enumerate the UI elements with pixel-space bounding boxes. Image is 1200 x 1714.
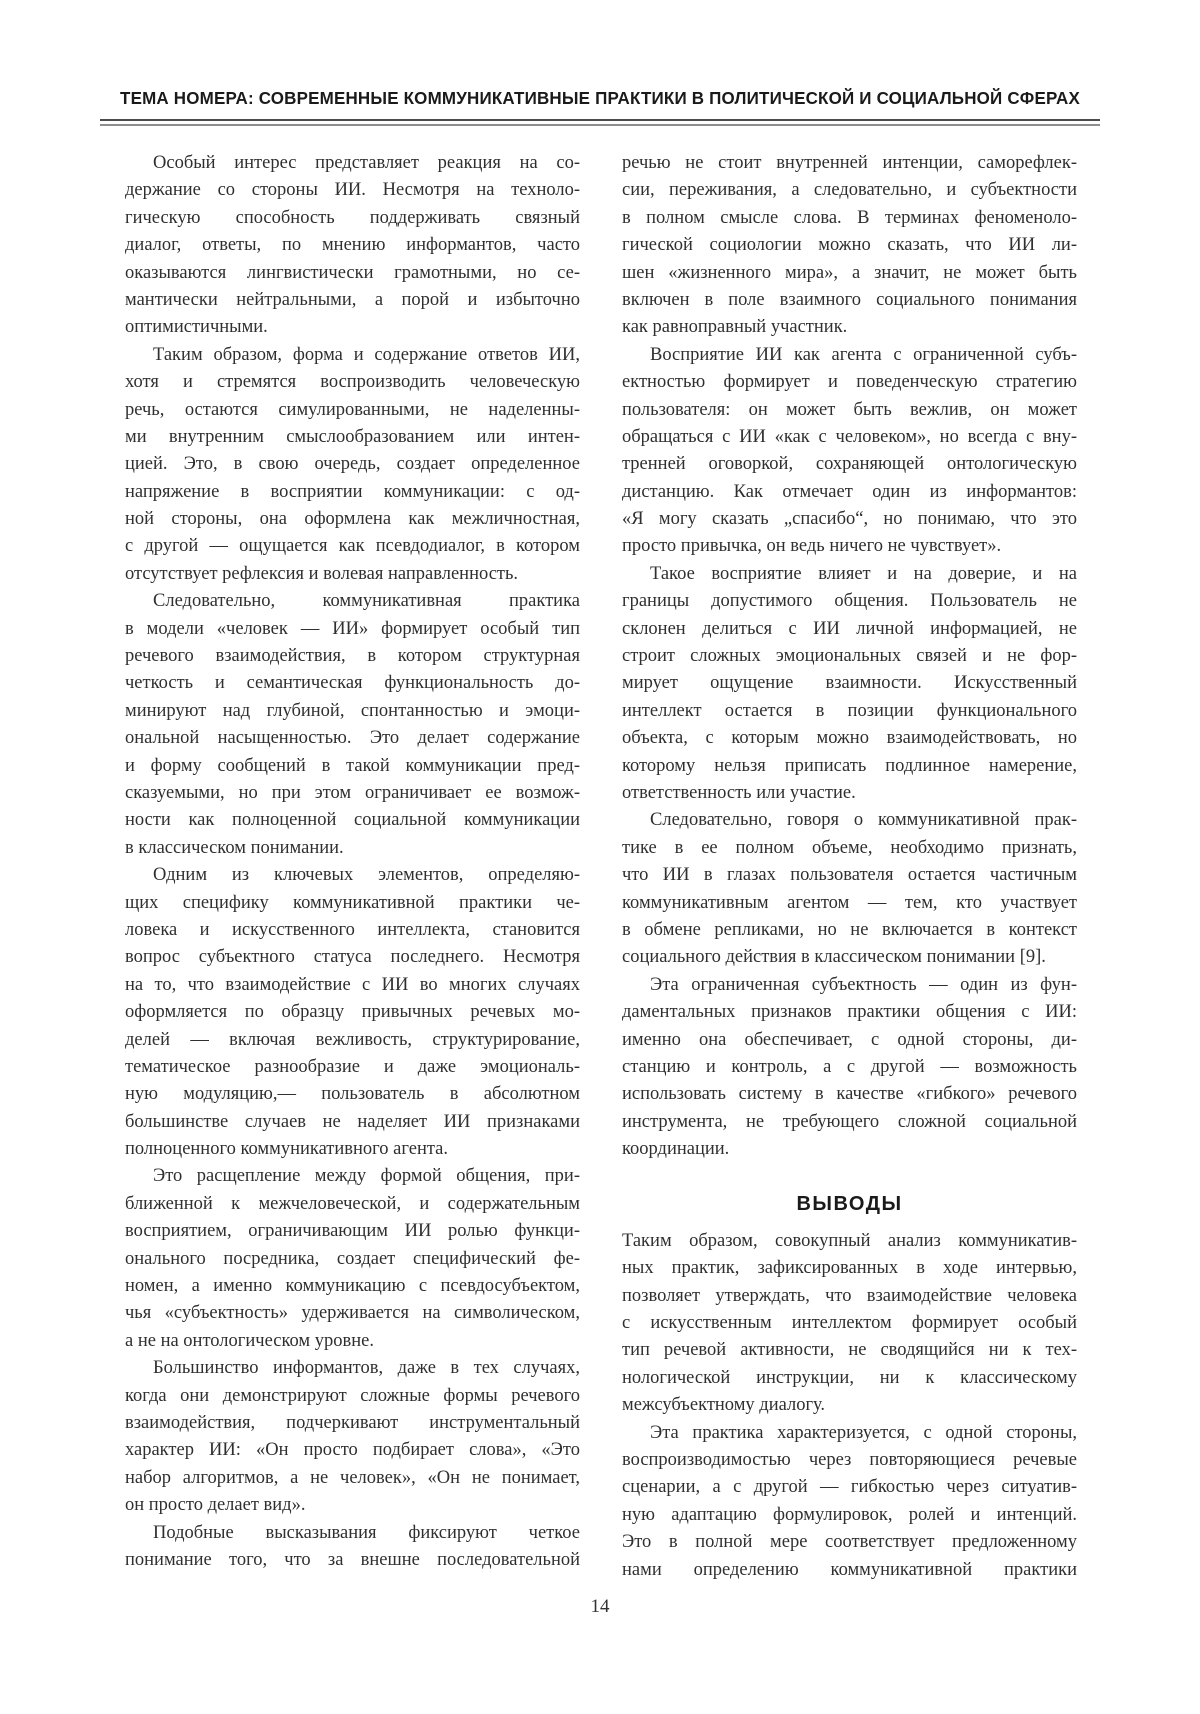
text-line: Большинство информантов, даже в тех случаях, bbox=[153, 1358, 580, 1379]
text-line: пользователя: он может быть вежлив, он может bbox=[622, 399, 1077, 420]
text-line: координации. bbox=[622, 1139, 730, 1160]
section-heading: ВЫВОДЫ bbox=[796, 1193, 903, 1216]
text-line: онального посредника, создает специфический фе- bbox=[125, 1248, 580, 1269]
text-line: с искусственным интеллектом формирует особый bbox=[622, 1313, 1077, 1334]
text-line: в обмене репликами, но не включается в контекст bbox=[622, 919, 1077, 940]
text-line: тематическое разнообразие и даже эмоциональ- bbox=[125, 1056, 580, 1077]
text-line: минируют над глубиной, спонтанностью и эмоци- bbox=[125, 700, 580, 721]
text-line: в модели «человек — ИИ» формирует особый тип bbox=[125, 618, 580, 639]
text-line: с другой — ощущается как псевдодиалог, в котором bbox=[125, 536, 580, 557]
text-line: ную адаптацию формулировок, ролей и интенций. bbox=[622, 1504, 1077, 1525]
text-line: использовать систему в качестве «гибкого» речевого bbox=[622, 1084, 1077, 1105]
text-line: даментальных признаков практики общения с ИИ: bbox=[622, 1002, 1077, 1023]
paragraph bbox=[622, 342, 1077, 561]
text-line: межсубъектному диалогу. bbox=[622, 1395, 826, 1416]
text-line: Эта практика характеризуется, с одной стороны, bbox=[650, 1422, 1077, 1443]
text-line: хотя и стремятся воспроизводить человеческую bbox=[125, 372, 580, 393]
text-line: «Я могу сказать „спасибо“, но понимаю, что это bbox=[622, 509, 1077, 530]
text-line: когда они демонстрируют сложные формы речевого bbox=[125, 1385, 580, 1406]
text-line: делей — включая вежливость, структурирование, bbox=[125, 1029, 580, 1050]
text-line: воспроизводимостью через повторяющиеся речевые bbox=[622, 1449, 1077, 1470]
paragraph bbox=[622, 807, 1077, 971]
paragraph bbox=[125, 862, 580, 1163]
text-line: социального действия в классическом понимании [9]. bbox=[622, 947, 1046, 968]
paragraph bbox=[622, 972, 1077, 1164]
text-line: ектностью формирует и поведенческую стратегию bbox=[622, 372, 1077, 393]
text-line: ми внутренним смыслообразованием или интен- bbox=[125, 426, 580, 447]
text-line: сказуемыми, но при этом ограничивает ее возмож- bbox=[125, 782, 580, 803]
text-line: позволяет утверждать, что взаимодействие человека bbox=[622, 1285, 1077, 1306]
text-line: мирует ощущение взаимности. Искусственный bbox=[622, 673, 1077, 694]
text-line: Восприятие ИИ как агента с ограниченной субъ- bbox=[650, 344, 1077, 365]
text-line: именно она обеспечивает, с одной стороны, ди- bbox=[622, 1029, 1077, 1050]
text-line: коммуникативным агентом — тем, кто участвует bbox=[622, 892, 1077, 913]
text-line: в полном смысле слова. В терминах феноменоло- bbox=[622, 207, 1077, 228]
text-line: границы допустимого общения. Пользователь не bbox=[622, 591, 1077, 612]
text-line: гическую способность поддерживать связный bbox=[125, 207, 580, 228]
page-number: 14 bbox=[590, 1596, 610, 1617]
text-line: Одним из ключевых элементов, определяю- bbox=[153, 865, 580, 886]
text-line: нами определению коммуникативной практики bbox=[622, 1559, 1077, 1580]
text-line: большинстве случаев не наделяет ИИ признаками bbox=[125, 1111, 580, 1132]
paragraph bbox=[622, 150, 1077, 342]
text-line: в классическом понимании. bbox=[125, 837, 344, 858]
text-line: оптимистичными. bbox=[125, 317, 268, 338]
text-line: четкость и семантическая функциональность до- bbox=[125, 673, 580, 694]
text-line: полноценного коммуникативного агента. bbox=[125, 1139, 448, 1160]
running-head: ТЕМА НОМЕРА: СОВРЕМЕННЫЕ КОММУНИКАТИВНЫЕ ПРАКТИКИ В ПОЛИТИЧЕСКОЙ И СОЦИАЛЬНОЙ СФЕРАХ bbox=[120, 88, 1080, 108]
text-line: ловека и искусственного интеллекта, становится bbox=[125, 919, 580, 940]
paragraph bbox=[622, 1228, 1077, 1420]
text-line: что ИИ в глазах пользователя остается частичным bbox=[622, 865, 1077, 886]
text-line: мантически нейтральными, а порой и избыточно bbox=[125, 289, 580, 310]
text-line: щих специфику коммуникативной практики че- bbox=[125, 892, 580, 913]
text-line: держание со стороны ИИ. Несмотря на техноло- bbox=[125, 180, 580, 201]
text-line: ную модуляцию,— пользователь в абсолютном bbox=[125, 1084, 580, 1105]
text-line: понимание того, что за внешне последовательной bbox=[125, 1549, 580, 1570]
text-line: просто привычка, он ведь ничего не чувствует». bbox=[622, 536, 1002, 557]
text-line: обращаться с ИИ «как с человеком», но всегда с вну- bbox=[622, 426, 1077, 447]
text-line: тике в ее полном объеме, необходимо признать, bbox=[622, 837, 1077, 858]
text-line: диалог, ответы, по мнению информантов, часто bbox=[125, 235, 580, 256]
text-line: как равноправный участник. bbox=[622, 317, 848, 338]
header-rule bbox=[100, 119, 1100, 126]
column-left bbox=[125, 150, 580, 1584]
text-line: тренней оговоркой, сохраняющей онтологическую bbox=[622, 454, 1077, 475]
text-line: склонен делиться с ИИ личной информацией, не bbox=[622, 618, 1077, 639]
text-line: Следовательно, говоря о коммуникативной прак- bbox=[650, 810, 1077, 831]
text-line: восприятием, ограничивающим ИИ ролью функци- bbox=[125, 1221, 580, 1242]
text-line: Таким образом, совокупный анализ коммуникатив- bbox=[622, 1230, 1077, 1251]
text-line: речью не стоит внутренней интенции, саморефлек- bbox=[622, 153, 1077, 173]
text-line: Подобные высказывания фиксируют четкое bbox=[153, 1522, 580, 1543]
text-line: включен в поле взаимного социального понимания bbox=[622, 289, 1077, 310]
text-line: номен, а именно коммуникацию с псевдосубъектом, bbox=[125, 1276, 580, 1297]
paragraph bbox=[125, 588, 580, 862]
text-line: станцию и контроль, а с другой — возможность bbox=[622, 1056, 1077, 1077]
text-line: он просто делает вид». bbox=[125, 1495, 306, 1516]
text-line: шен «жизненного мира», а значит, не может быть bbox=[622, 262, 1077, 283]
text-line: оказываются лингвистически грамотными, но се- bbox=[125, 262, 580, 283]
text-line: ной стороны, она оформлена как межличностная, bbox=[125, 509, 580, 530]
text-line: нологической инструкции, ни к классическому bbox=[622, 1367, 1077, 1388]
text-line: а не на онтологическом уровне. bbox=[125, 1330, 374, 1351]
column-right bbox=[622, 150, 1077, 1584]
text-line: строит сложных эмоциональных связей и не фор- bbox=[622, 646, 1077, 667]
text-columns bbox=[125, 150, 1077, 1584]
text-line: ответственность или участие. bbox=[622, 782, 856, 803]
text-line: Таким образом, форма и содержание ответов ИИ, bbox=[153, 344, 580, 365]
text-line: интеллект остается в позиции функционального bbox=[622, 700, 1077, 721]
text-line: сценарии, а с другой — гибкостью через ситуатив- bbox=[622, 1477, 1077, 1498]
text-line: ональной насыщенностью. Это делает содержание bbox=[125, 728, 580, 749]
text-line: объекта, с которым можно взаимодействовать, но bbox=[622, 728, 1077, 749]
paragraph bbox=[125, 1163, 580, 1355]
text-line: Эта ограниченная субъектность — один из фун- bbox=[650, 974, 1077, 995]
paragraph bbox=[125, 150, 580, 342]
text-line: ности как полноценной социальной коммуникации bbox=[125, 810, 580, 831]
paragraph bbox=[622, 1420, 1077, 1584]
text-line: и форму сообщений в такой коммуникации пред- bbox=[125, 755, 580, 776]
text-line: дистанцию. Как отмечает один из информантов: bbox=[622, 481, 1077, 502]
text-line: Это в полной мере соответствует предложенному bbox=[622, 1532, 1077, 1553]
text-line: набор алгоритмов, а не человек», «Он не понимает, bbox=[125, 1467, 580, 1488]
text-line: отсутствует рефлексия и волевая направленность. bbox=[125, 563, 519, 584]
text-line: на то, что взаимодействие с ИИ во многих случаях bbox=[125, 974, 580, 995]
text-line: которому нельзя приписать подлинное намерение, bbox=[622, 755, 1077, 776]
text-line: вопрос субъектного статуса последнего. Несмотря bbox=[125, 947, 580, 968]
text-line: характер ИИ: «Он просто подбирает слова», «Это bbox=[125, 1440, 580, 1461]
text-line: Особый интерес представляет реакция на со- bbox=[153, 153, 580, 173]
text-line: инструмента, не требующего сложной социальной bbox=[622, 1111, 1077, 1132]
text-line: речь, остаются симулированными, не наделенны- bbox=[125, 399, 580, 420]
text-line: гической социологии можно сказать, что ИИ ли- bbox=[622, 235, 1077, 256]
text-line: Следовательно, коммуникативная практика bbox=[153, 591, 580, 612]
paragraph bbox=[622, 561, 1077, 808]
text-line: цией. Это, в свою очередь, создает определенное bbox=[125, 454, 580, 475]
text-line: речевого взаимодействия, в котором структурная bbox=[125, 646, 580, 667]
text-line: взаимодействия, подчеркивают инструментальный bbox=[125, 1412, 580, 1433]
text-line: напряжение в восприятии коммуникации: с од- bbox=[125, 481, 580, 502]
text-line: оформляется по образцу привычных речевых мо- bbox=[125, 1002, 580, 1023]
text-line: сии, переживания, а следовательно, и субъектности bbox=[622, 180, 1077, 201]
text-line: тип речевой активности, не сводящийся ни к тех- bbox=[622, 1340, 1077, 1361]
text-line: ных практик, зафиксированных в ходе интервью, bbox=[622, 1258, 1077, 1279]
text-line: чья «субъектность» удерживается на символическом, bbox=[125, 1303, 580, 1324]
paragraph bbox=[125, 1355, 580, 1519]
paragraph bbox=[125, 1520, 580, 1575]
text-line: Такое восприятие влияет и на доверие, и на bbox=[650, 563, 1077, 584]
paragraph bbox=[125, 342, 580, 589]
text-line: Это расщепление между формой общения, при- bbox=[153, 1166, 580, 1187]
text-line: ближенной к межчеловеческой, и содержательным bbox=[125, 1193, 580, 1214]
